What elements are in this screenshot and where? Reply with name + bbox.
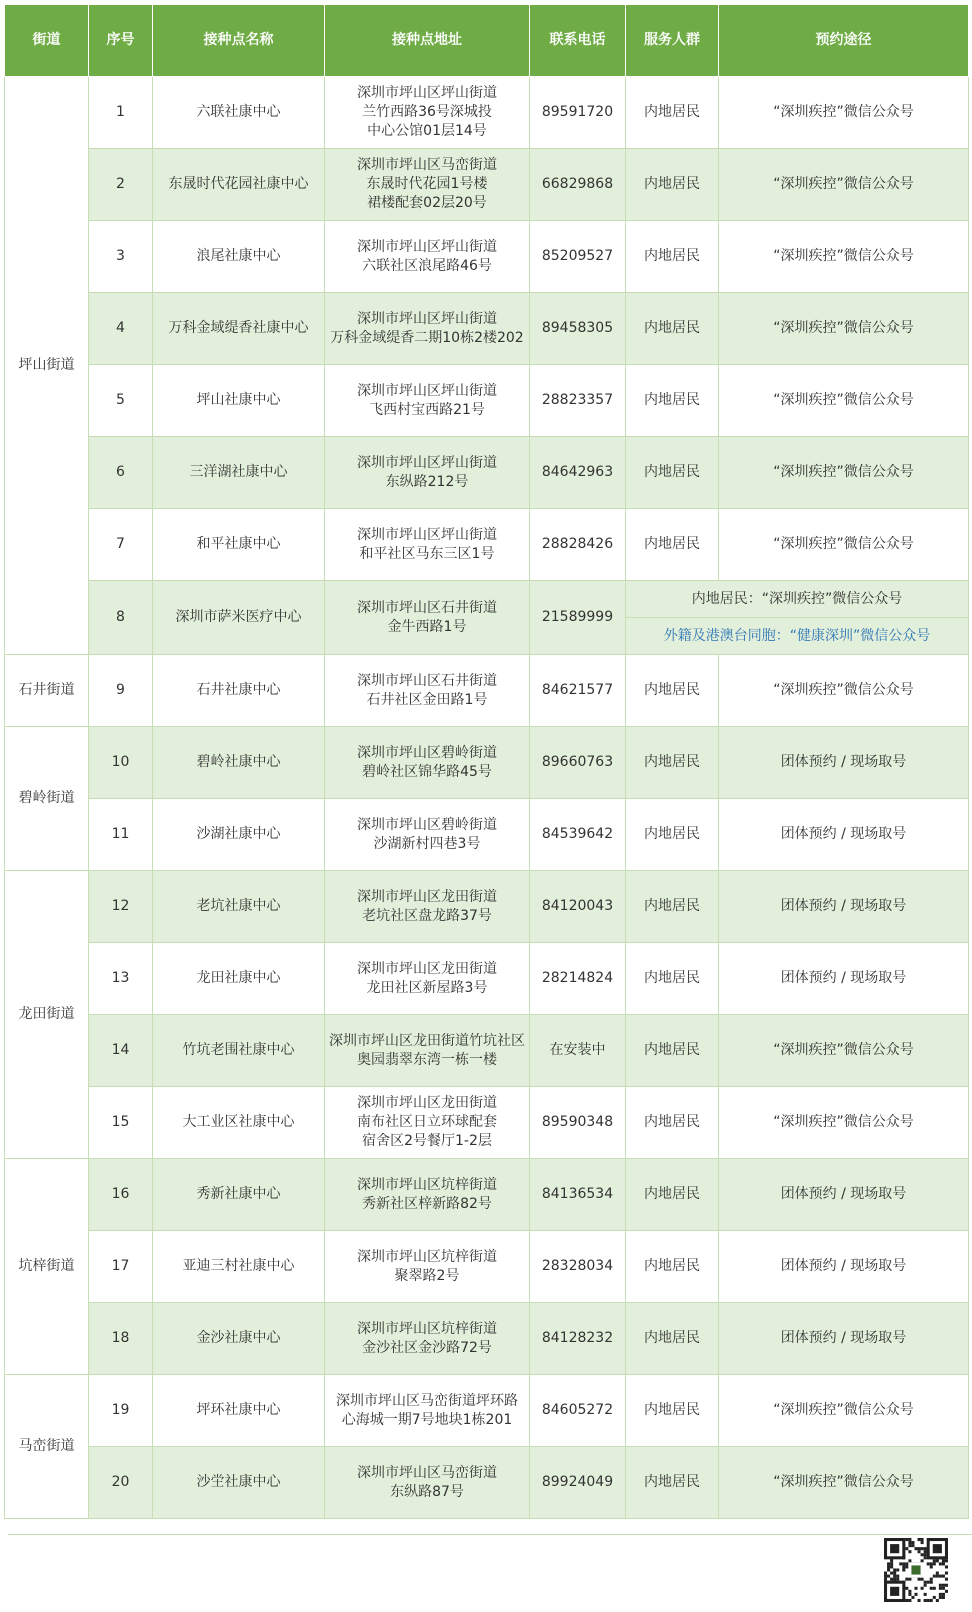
site-address: [325, 149, 530, 221]
table-row: [5, 1375, 969, 1447]
row-number: 19: [89, 1375, 153, 1447]
table-row: [5, 77, 969, 149]
site-name: 深圳市萨米医疗中心: [153, 581, 325, 655]
footer: [8, 1534, 972, 1612]
site-name: 东晟时代花园社康中心: [153, 149, 325, 221]
phone-number: 84128232: [530, 1303, 626, 1375]
row-number: 16: [89, 1159, 153, 1231]
address-line: 深圳市坪山区龙田街道竹坑社区: [329, 1032, 525, 1049]
address-line: 聚翠路2号: [394, 1267, 460, 1284]
booking-channel: “深圳疾控”微信公众号: [719, 655, 969, 727]
table-row: [5, 1231, 969, 1303]
row-number: 18: [89, 1303, 153, 1375]
booking-channel: 团体预约 / 现场取号: [719, 1159, 969, 1231]
address-line: 深圳市坪山区碧岭街道: [357, 816, 497, 833]
phone-number: 84136534: [530, 1159, 626, 1231]
address-line: 深圳市坪山区碧岭街道: [357, 744, 497, 761]
row-number: 6: [89, 437, 153, 509]
row-number: 10: [89, 727, 153, 799]
address-line: 东纵路87号: [390, 1483, 464, 1500]
site-name: 石井社康中心: [153, 655, 325, 727]
header-address: 接种点地址: [325, 5, 530, 77]
site-address: [325, 509, 530, 581]
row-number: 14: [89, 1015, 153, 1087]
address-line: 深圳市坪山区坑梓街道: [357, 1320, 497, 1337]
booking-channel: “深圳疾控”微信公众号: [719, 1087, 969, 1159]
service-group: 内地居民: [626, 77, 719, 149]
service-group: 内地居民: [626, 1087, 719, 1159]
address-line: 秀新社区梓新路82号: [362, 1195, 492, 1212]
site-address: [325, 1303, 530, 1375]
site-name: 坪环社康中心: [153, 1375, 325, 1447]
site-name: 浪尾社康中心: [153, 221, 325, 293]
phone-number: 28823357: [530, 365, 626, 437]
booking-channel: 团体预约 / 现场取号: [719, 871, 969, 943]
address-line: 深圳市坪山区石井街道: [357, 599, 497, 616]
address-line: 深圳市坪山区坪山街道: [357, 238, 497, 255]
address-line: 深圳市坪山区马峦街道坪环路: [336, 1392, 518, 1409]
row-number: 1: [89, 77, 153, 149]
header-number: 序号: [89, 5, 153, 77]
site-address: [325, 1087, 530, 1159]
phone-number: 28328034: [530, 1231, 626, 1303]
phone-number: 84642963: [530, 437, 626, 509]
street-cell: 龙田街道: [5, 871, 89, 1159]
table-row: [5, 727, 969, 799]
table-row: [5, 365, 969, 437]
service-group: 内地居民: [626, 437, 719, 509]
service-group: 内地居民: [626, 727, 719, 799]
service-group: 内地居民: [626, 365, 719, 437]
address-line: 深圳市坪山区坪山街道: [357, 85, 497, 101]
table-row: [5, 293, 969, 365]
address-line: 东纵路212号: [385, 473, 469, 490]
address-line: 深圳市坪山区坪山街道: [357, 382, 497, 399]
booking-channel: 团体预约 / 现场取号: [719, 727, 969, 799]
address-line: 深圳市坪山区龙田街道: [357, 888, 497, 905]
address-line: 深圳市坪山区马峦街道: [357, 1464, 497, 1481]
address-line: 金沙社区金沙路72号: [362, 1339, 492, 1356]
table-row: [5, 1159, 969, 1231]
address-line: 六联社区浪尾路46号: [362, 257, 492, 274]
booking-channel: “深圳疾控”微信公众号: [719, 509, 969, 581]
service-group: 内地居民: [626, 943, 719, 1015]
row-number: 3: [89, 221, 153, 293]
phone-number: 21589999: [530, 581, 626, 655]
booking-channel: 团体预约 / 现场取号: [719, 1303, 969, 1375]
site-address: [325, 1447, 530, 1519]
address-line: 深圳市坪山区坪山街道: [357, 526, 497, 543]
row-number: 9: [89, 655, 153, 727]
header-row: [5, 5, 969, 77]
site-address: [325, 365, 530, 437]
table-row: [5, 799, 969, 871]
row-number: 13: [89, 943, 153, 1015]
booking-channel: “深圳疾控”微信公众号: [719, 1015, 969, 1087]
address-line: 兰竹西路36号深城投: [362, 104, 492, 120]
site-name: 老坑社康中心: [153, 871, 325, 943]
booking-foreign: 外籍及港澳台同胞：“健康深圳”微信公众号: [663, 628, 931, 644]
address-line: 深圳市坪山区龙田街道: [357, 960, 497, 977]
street-cell: 石井街道: [5, 655, 89, 727]
site-address: [325, 1015, 530, 1087]
row-number: 11: [89, 799, 153, 871]
service-group: 内地居民: [626, 871, 719, 943]
table-row: [5, 581, 969, 655]
service-group: 内地居民: [626, 1303, 719, 1375]
site-name: 万科金域缇香社康中心: [153, 293, 325, 365]
address-line: 碧岭社区锦华路45号: [362, 763, 492, 780]
site-address: [325, 799, 530, 871]
header-street: 街道: [5, 5, 89, 77]
booking-channel: “深圳疾控”微信公众号: [719, 221, 969, 293]
phone-number: 66829868: [530, 149, 626, 221]
table-row: [5, 221, 969, 293]
phone-number: 28828426: [530, 509, 626, 581]
booking-split-cell: [626, 581, 969, 655]
booking-channel: 团体预约 / 现场取号: [719, 1231, 969, 1303]
address-line: 深圳市坪山区坑梓街道: [357, 1248, 497, 1265]
service-group: 内地居民: [626, 1447, 719, 1519]
phone-number: 85209527: [530, 221, 626, 293]
phone-number: 89590348: [530, 1087, 626, 1159]
header-phone: 联系电话: [530, 5, 626, 77]
site-address: [325, 1231, 530, 1303]
address-line: 万科金域缇香二期10栋2楼202: [330, 329, 524, 346]
table-row: [5, 1015, 969, 1087]
phone-number: 89660763: [530, 727, 626, 799]
site-address: [325, 77, 530, 149]
row-number: 20: [89, 1447, 153, 1519]
site-address: [325, 655, 530, 727]
qr-code-icon: [884, 1538, 948, 1602]
service-group: 内地居民: [626, 509, 719, 581]
address-line: 心海城一期7号地块1栋201: [341, 1411, 513, 1428]
booking-channel: “深圳疾控”微信公众号: [719, 149, 969, 221]
row-number: 15: [89, 1087, 153, 1159]
service-group: 内地居民: [626, 655, 719, 727]
address-line: 深圳市坪山区坪山街道: [357, 310, 497, 327]
address-line: 宿舍区2号餐厅1-2层: [362, 1133, 492, 1149]
row-number: 2: [89, 149, 153, 221]
row-number: 8: [89, 581, 153, 655]
booking-channel: “深圳疾控”微信公众号: [719, 1447, 969, 1519]
header-booking-channel: 预约途径: [719, 5, 969, 77]
site-name: 秀新社康中心: [153, 1159, 325, 1231]
booking-channel: 团体预约 / 现场取号: [719, 799, 969, 871]
booking-channel: “深圳疾控”微信公众号: [719, 293, 969, 365]
site-address: [325, 437, 530, 509]
table-row: [5, 149, 969, 221]
address-line: 金牛西路1号: [387, 618, 467, 635]
site-name: 沙坣社康中心: [153, 1447, 325, 1519]
booking-channel: “深圳疾控”微信公众号: [719, 437, 969, 509]
site-address: [325, 293, 530, 365]
site-name: 三洋湖社康中心: [153, 437, 325, 509]
address-line: 奥园翡翠东湾一栋一楼: [357, 1051, 497, 1068]
phone-number: 84621577: [530, 655, 626, 727]
site-name: 坪山社康中心: [153, 365, 325, 437]
service-group: 内地居民: [626, 221, 719, 293]
vaccination-site-table: [4, 4, 969, 1519]
service-group: 内地居民: [626, 799, 719, 871]
site-address: [325, 1375, 530, 1447]
address-line: 龙田社区新屋路3号: [366, 979, 488, 996]
phone-number: 89458305: [530, 293, 626, 365]
table-row: [5, 871, 969, 943]
site-address: [325, 581, 530, 655]
address-line: 和平社区马东三区1号: [359, 545, 495, 562]
street-cell: 坪山街道: [5, 77, 89, 655]
site-name: 沙湖社康中心: [153, 799, 325, 871]
booking-mainland: 内地居民：“深圳疾控”微信公众号: [626, 581, 968, 618]
address-line: 深圳市坪山区龙田街道: [357, 1095, 497, 1111]
service-group: 内地居民: [626, 1231, 719, 1303]
row-number: 7: [89, 509, 153, 581]
booking-channel: “深圳疾控”微信公众号: [719, 77, 969, 149]
site-name: 竹坑老围社康中心: [153, 1015, 325, 1087]
service-group: 内地居民: [626, 1015, 719, 1087]
address-line: 南布社区日立环球配套: [357, 1114, 497, 1130]
phone-number: 28214824: [530, 943, 626, 1015]
address-line: 深圳市坪山区坪山街道: [357, 454, 497, 471]
phone-number: 89591720: [530, 77, 626, 149]
service-group: 内地居民: [626, 293, 719, 365]
street-cell: 马峦街道: [5, 1375, 89, 1519]
table-row: [5, 509, 969, 581]
row-number: 12: [89, 871, 153, 943]
service-group: 内地居民: [626, 1159, 719, 1231]
site-address: [325, 221, 530, 293]
header-service-group: 服务人群: [626, 5, 719, 77]
address-line: 中心公馆01层14号: [367, 123, 487, 139]
table-row: [5, 943, 969, 1015]
site-address: [325, 1159, 530, 1231]
phone-number: 在安装中: [530, 1015, 626, 1087]
address-line: 深圳市坪山区坑梓街道: [357, 1176, 497, 1193]
site-name: 亚迪三村社康中心: [153, 1231, 325, 1303]
street-cell: 碧岭街道: [5, 727, 89, 871]
site-address: [325, 871, 530, 943]
site-name: 和平社康中心: [153, 509, 325, 581]
table-row: [5, 1303, 969, 1375]
header-site-name: 接种点名称: [153, 5, 325, 77]
site-name: 金沙社康中心: [153, 1303, 325, 1375]
site-name: 大工业区社康中心: [153, 1087, 325, 1159]
row-number: 4: [89, 293, 153, 365]
address-line: 石井社区金田路1号: [366, 691, 488, 708]
table-row: [5, 1087, 969, 1159]
service-group: 内地居民: [626, 1375, 719, 1447]
service-group: 内地居民: [626, 149, 719, 221]
site-name: 六联社康中心: [153, 77, 325, 149]
schedule-page: [4, 4, 968, 1519]
table-row: [5, 655, 969, 727]
address-line: 老坑社区盘龙路37号: [362, 907, 492, 924]
address-line: 沙湖新村四巷3号: [373, 835, 481, 852]
address-line: 东晟时代花园1号楼: [366, 176, 488, 192]
booking-channel: “深圳疾控”微信公众号: [719, 1375, 969, 1447]
address-line: 裙楼配套02层20号: [367, 195, 487, 211]
booking-channel: “深圳疾控”微信公众号: [719, 365, 969, 437]
address-line: 飞西村宝西路21号: [369, 401, 485, 418]
row-number: 17: [89, 1231, 153, 1303]
booking-channel: 团体预约 / 现场取号: [719, 943, 969, 1015]
phone-number: 84120043: [530, 871, 626, 943]
table-row: [5, 437, 969, 509]
phone-number: 84539642: [530, 799, 626, 871]
table-row: [5, 1447, 969, 1519]
site-address: [325, 727, 530, 799]
address-line: 深圳市坪山区石井街道: [357, 672, 497, 689]
site-name: 龙田社康中心: [153, 943, 325, 1015]
site-address: [325, 943, 530, 1015]
row-number: 5: [89, 365, 153, 437]
phone-number: 89924049: [530, 1447, 626, 1519]
phone-number: 84605272: [530, 1375, 626, 1447]
table-body: [5, 77, 969, 1519]
address-line: 深圳市坪山区马峦街道: [357, 157, 497, 173]
street-cell: 坑梓街道: [5, 1159, 89, 1375]
site-name: 碧岭社康中心: [153, 727, 325, 799]
